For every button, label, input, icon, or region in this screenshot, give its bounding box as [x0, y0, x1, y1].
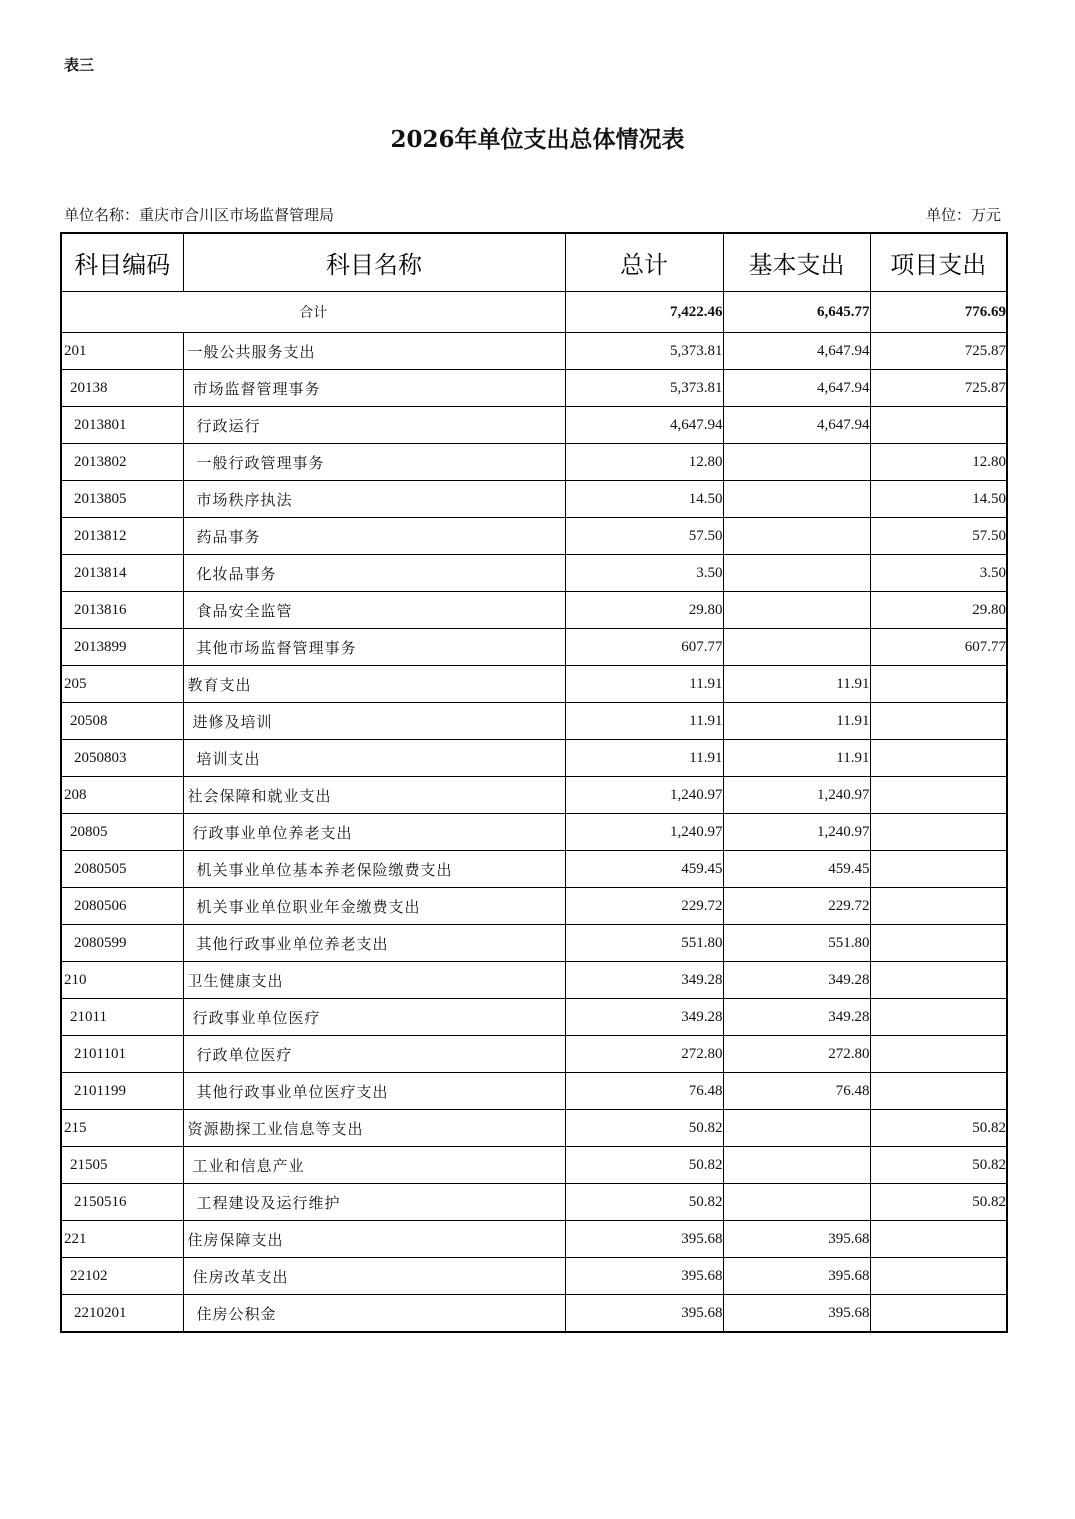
total-cell: 1,240.97 — [565, 777, 723, 814]
project-expenditure-cell: 29.80 — [870, 592, 1007, 629]
total-cell: 229.72 — [565, 888, 723, 925]
subject-code-cell: 2013812 — [61, 518, 183, 555]
subject-name-cell: 其他市场监督管理事务 — [183, 629, 565, 666]
table-row — [61, 592, 1007, 629]
subject-name-cell: 资源勘探工业信息等支出 — [183, 1110, 565, 1147]
table-row — [61, 1258, 1007, 1295]
basic-expenditure-cell: 4,647.94 — [723, 370, 870, 407]
basic-expenditure-cell: 76.48 — [723, 1073, 870, 1110]
table-row — [61, 1147, 1007, 1184]
table-row — [61, 1221, 1007, 1258]
table-row — [61, 555, 1007, 592]
table-header-row — [61, 233, 1007, 292]
project-expenditure-cell — [870, 925, 1007, 962]
project-expenditure-cell — [870, 407, 1007, 444]
table-row — [61, 370, 1007, 407]
total-row — [61, 292, 1007, 333]
basic-expenditure-cell — [723, 592, 870, 629]
table-row — [61, 777, 1007, 814]
table-row — [61, 1184, 1007, 1221]
project-expenditure-cell — [870, 740, 1007, 777]
subject-name-cell: 卫生健康支出 — [183, 962, 565, 999]
subject-name-cell: 住房改革支出 — [183, 1258, 565, 1295]
subject-code-cell: 21505 — [61, 1147, 183, 1184]
total-cell: 29.80 — [565, 592, 723, 629]
project-expenditure-cell: 12.80 — [870, 444, 1007, 481]
table-row — [61, 740, 1007, 777]
basic-expenditure-cell — [723, 555, 870, 592]
total-amount: 7,422.46 — [565, 292, 723, 333]
subject-code-cell: 2080599 — [61, 925, 183, 962]
subject-code-cell: 2013814 — [61, 555, 183, 592]
total-cell: 459.45 — [565, 851, 723, 888]
table-row — [61, 1295, 1007, 1333]
subject-code-cell: 2013899 — [61, 629, 183, 666]
project-expenditure-cell: 14.50 — [870, 481, 1007, 518]
total-cell: 607.77 — [565, 629, 723, 666]
subject-name-cell: 市场秩序执法 — [183, 481, 565, 518]
total-cell: 50.82 — [565, 1147, 723, 1184]
basic-expenditure-cell: 1,240.97 — [723, 814, 870, 851]
subject-name-cell: 社会保障和就业支出 — [183, 777, 565, 814]
basic-expenditure-cell — [723, 1147, 870, 1184]
column-header-code: 科目编码 — [61, 233, 183, 292]
column-header-name: 科目名称 — [183, 233, 565, 292]
table-row — [61, 666, 1007, 703]
subject-name-cell: 住房公积金 — [183, 1295, 565, 1333]
unit-name-label: 单位名称：重庆市合川区市场监督管理局 — [64, 206, 335, 224]
basic-expenditure-cell — [723, 1184, 870, 1221]
subject-name-cell: 住房保障支出 — [183, 1221, 565, 1258]
subject-code-cell: 20805 — [61, 814, 183, 851]
subject-name-cell: 化妆品事务 — [183, 555, 565, 592]
project-expenditure-cell: 57.50 — [870, 518, 1007, 555]
subject-name-cell: 教育支出 — [183, 666, 565, 703]
subject-name-cell: 行政事业单位医疗 — [183, 999, 565, 1036]
basic-expenditure-cell: 229.72 — [723, 888, 870, 925]
subject-code-cell: 2013802 — [61, 444, 183, 481]
project-expenditure-cell — [870, 1073, 1007, 1110]
total-cell: 3.50 — [565, 555, 723, 592]
subject-name-cell: 药品事务 — [183, 518, 565, 555]
subject-code-cell: 201 — [61, 333, 183, 370]
basic-expenditure-cell: 395.68 — [723, 1258, 870, 1295]
total-cell: 12.80 — [565, 444, 723, 481]
project-expenditure-cell: 3.50 — [870, 555, 1007, 592]
column-header-total: 总计 — [565, 233, 723, 292]
subject-name-cell: 行政单位医疗 — [183, 1036, 565, 1073]
project-expenditure-cell — [870, 1295, 1007, 1333]
project-expenditure-cell — [870, 703, 1007, 740]
basic-expenditure-cell: 11.91 — [723, 666, 870, 703]
project-expenditure-cell: 50.82 — [870, 1184, 1007, 1221]
project-expenditure-cell: 50.82 — [870, 1110, 1007, 1147]
basic-expenditure-cell: 349.28 — [723, 999, 870, 1036]
subject-name-cell: 行政事业单位养老支出 — [183, 814, 565, 851]
subject-name-cell: 行政运行 — [183, 407, 565, 444]
total-cell: 395.68 — [565, 1221, 723, 1258]
subject-code-cell: 2150516 — [61, 1184, 183, 1221]
table-row — [61, 481, 1007, 518]
project-expenditure-cell — [870, 666, 1007, 703]
basic-expenditure-cell: 4,647.94 — [723, 407, 870, 444]
basic-expenditure-cell: 395.68 — [723, 1221, 870, 1258]
table-row — [61, 518, 1007, 555]
subject-name-cell: 食品安全监管 — [183, 592, 565, 629]
table-label: 表三 — [64, 56, 95, 74]
total-cell: 395.68 — [565, 1295, 723, 1333]
subject-name-cell: 市场监督管理事务 — [183, 370, 565, 407]
project-expenditure-cell — [870, 814, 1007, 851]
project-expenditure-cell — [870, 1258, 1007, 1295]
table-row — [61, 814, 1007, 851]
project-expenditure-cell — [870, 888, 1007, 925]
subject-code-cell: 221 — [61, 1221, 183, 1258]
table-row — [61, 999, 1007, 1036]
subject-name-cell: 进修及培训 — [183, 703, 565, 740]
total-basic-amount: 6,645.77 — [723, 292, 870, 333]
total-cell: 272.80 — [565, 1036, 723, 1073]
subject-code-cell: 2013805 — [61, 481, 183, 518]
basic-expenditure-cell: 1,240.97 — [723, 777, 870, 814]
project-expenditure-cell — [870, 1036, 1007, 1073]
subject-code-cell: 2013816 — [61, 592, 183, 629]
basic-expenditure-cell: 11.91 — [723, 740, 870, 777]
basic-expenditure-cell — [723, 1110, 870, 1147]
subject-code-cell: 2101199 — [61, 1073, 183, 1110]
project-expenditure-cell: 607.77 — [870, 629, 1007, 666]
basic-expenditure-cell: 551.80 — [723, 925, 870, 962]
subject-name-cell: 机关事业单位基本养老保险缴费支出 — [183, 851, 565, 888]
project-expenditure-cell — [870, 851, 1007, 888]
subject-code-cell: 2101101 — [61, 1036, 183, 1073]
total-cell: 50.82 — [565, 1110, 723, 1147]
total-label: 合计 — [61, 292, 565, 333]
basic-expenditure-cell: 11.91 — [723, 703, 870, 740]
subject-code-cell: 22102 — [61, 1258, 183, 1295]
table-row — [61, 925, 1007, 962]
total-cell: 11.91 — [565, 666, 723, 703]
subject-name-cell: 工程建设及运行维护 — [183, 1184, 565, 1221]
expenditure-table — [60, 232, 1008, 1333]
total-cell: 5,373.81 — [565, 370, 723, 407]
subject-code-cell: 2080506 — [61, 888, 183, 925]
total-cell: 11.91 — [565, 703, 723, 740]
table-row — [61, 888, 1007, 925]
table-row — [61, 629, 1007, 666]
subject-code-cell: 2210201 — [61, 1295, 183, 1333]
total-cell: 14.50 — [565, 481, 723, 518]
table-row — [61, 851, 1007, 888]
project-expenditure-cell — [870, 962, 1007, 999]
table-row — [61, 444, 1007, 481]
column-header-project: 项目支出 — [870, 233, 1007, 292]
project-expenditure-cell — [870, 1221, 1007, 1258]
project-expenditure-cell: 725.87 — [870, 333, 1007, 370]
basic-expenditure-cell — [723, 481, 870, 518]
total-cell: 76.48 — [565, 1073, 723, 1110]
page-title: 2026年单位支出总体情况表 — [390, 126, 685, 153]
total-cell: 551.80 — [565, 925, 723, 962]
subject-code-cell: 2013801 — [61, 407, 183, 444]
table-row — [61, 333, 1007, 370]
basic-expenditure-cell — [723, 518, 870, 555]
project-expenditure-cell — [870, 777, 1007, 814]
subject-code-cell: 215 — [61, 1110, 183, 1147]
table-row — [61, 1110, 1007, 1147]
subject-name-cell: 其他行政事业单位养老支出 — [183, 925, 565, 962]
subject-name-cell: 培训支出 — [183, 740, 565, 777]
subject-code-cell: 21011 — [61, 999, 183, 1036]
subject-code-cell: 205 — [61, 666, 183, 703]
table-row — [61, 703, 1007, 740]
total-cell: 349.28 — [565, 962, 723, 999]
total-cell: 349.28 — [565, 999, 723, 1036]
project-expenditure-cell: 50.82 — [870, 1147, 1007, 1184]
total-cell: 395.68 — [565, 1258, 723, 1295]
total-cell: 4,647.94 — [565, 407, 723, 444]
subject-name-cell: 其他行政事业单位医疗支出 — [183, 1073, 565, 1110]
table-row — [61, 1073, 1007, 1110]
column-header-basic: 基本支出 — [723, 233, 870, 292]
total-cell: 5,373.81 — [565, 333, 723, 370]
subject-name-cell: 工业和信息产业 — [183, 1147, 565, 1184]
subject-code-cell: 20508 — [61, 703, 183, 740]
basic-expenditure-cell — [723, 444, 870, 481]
table-row — [61, 407, 1007, 444]
project-expenditure-cell — [870, 999, 1007, 1036]
basic-expenditure-cell — [723, 629, 870, 666]
basic-expenditure-cell: 459.45 — [723, 851, 870, 888]
subject-code-cell: 208 — [61, 777, 183, 814]
project-expenditure-cell: 725.87 — [870, 370, 1007, 407]
total-cell: 57.50 — [565, 518, 723, 555]
total-cell: 50.82 — [565, 1184, 723, 1221]
subject-code-cell: 20138 — [61, 370, 183, 407]
table-row — [61, 962, 1007, 999]
subject-name-cell: 机关事业单位职业年金缴费支出 — [183, 888, 565, 925]
subject-name-cell: 一般公共服务支出 — [183, 333, 565, 370]
basic-expenditure-cell: 349.28 — [723, 962, 870, 999]
total-cell: 11.91 — [565, 740, 723, 777]
basic-expenditure-cell: 395.68 — [723, 1295, 870, 1333]
subject-code-cell: 2080505 — [61, 851, 183, 888]
total-cell: 1,240.97 — [565, 814, 723, 851]
total-project-amount: 776.69 — [870, 292, 1007, 333]
subject-code-cell: 2050803 — [61, 740, 183, 777]
basic-expenditure-cell: 272.80 — [723, 1036, 870, 1073]
subject-code-cell: 210 — [61, 962, 183, 999]
subject-name-cell: 一般行政管理事务 — [183, 444, 565, 481]
basic-expenditure-cell: 4,647.94 — [723, 333, 870, 370]
table-row — [61, 1036, 1007, 1073]
currency-unit-label: 单位：万元 — [925, 206, 1001, 224]
